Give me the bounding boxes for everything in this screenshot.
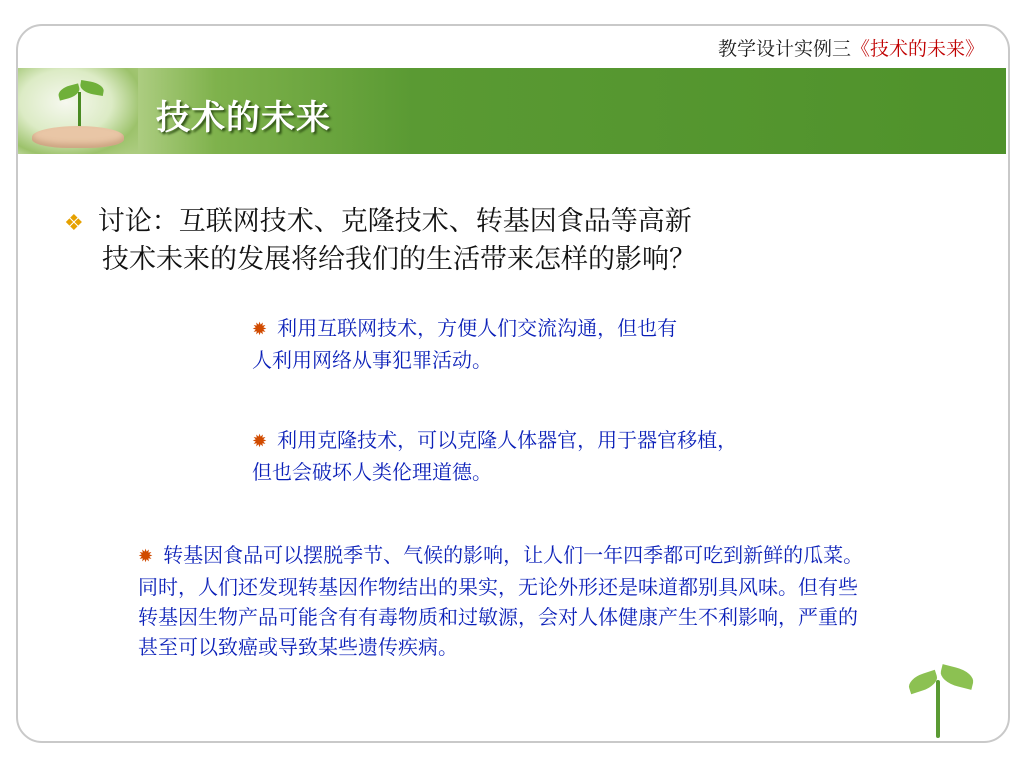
point-text: 利用克隆技术，可以克隆人体器官，用于器官移植，但也会破坏人类伦理道德。 — [252, 428, 738, 484]
sun-star-icon: ✹ — [252, 431, 268, 452]
point-cloning — [252, 425, 752, 487]
discussion-topic — [64, 204, 884, 278]
point-gmo-food — [138, 540, 868, 662]
course-name: 《技术的未来》 — [850, 38, 984, 60]
sun-star-icon: ✹ — [252, 319, 268, 340]
topic-line-1: 讨论：互联网技术、克隆技术、转基因食品等高新 — [97, 206, 692, 237]
sprout-decoration-image — [890, 660, 990, 738]
seedling-in-hand-image — [18, 68, 138, 154]
diamond-cluster-icon: ❖ — [64, 211, 84, 236]
topic-line-2: 技术未来的发展将给我们的生活带来怎样的影响？ — [102, 244, 696, 275]
sun-star-icon: ✹ — [138, 546, 154, 567]
point-text: 转基因食品可以摆脱季节、气候的影响，让人们一年四季都可吃到新鲜的瓜菜。同时，人们还发现转基因作物结出的果实，无论外形还是味道都别具风味。但有些转基因生物产品可能含有有毒物质和过敏源，会对人体健康产生不利影响，严重的甚至可以致癌或导致某些遗传疾病。 — [138, 543, 864, 659]
point-text: 利用互联网技术，方便人们交流沟通，但也有人利用网络从事犯罪活动。 — [252, 316, 678, 372]
point-internet — [252, 313, 692, 375]
slide-title: 技术的未来 — [156, 98, 331, 138]
course-prefix: 教学设计实例三 — [717, 38, 851, 60]
course-title — [718, 34, 984, 61]
